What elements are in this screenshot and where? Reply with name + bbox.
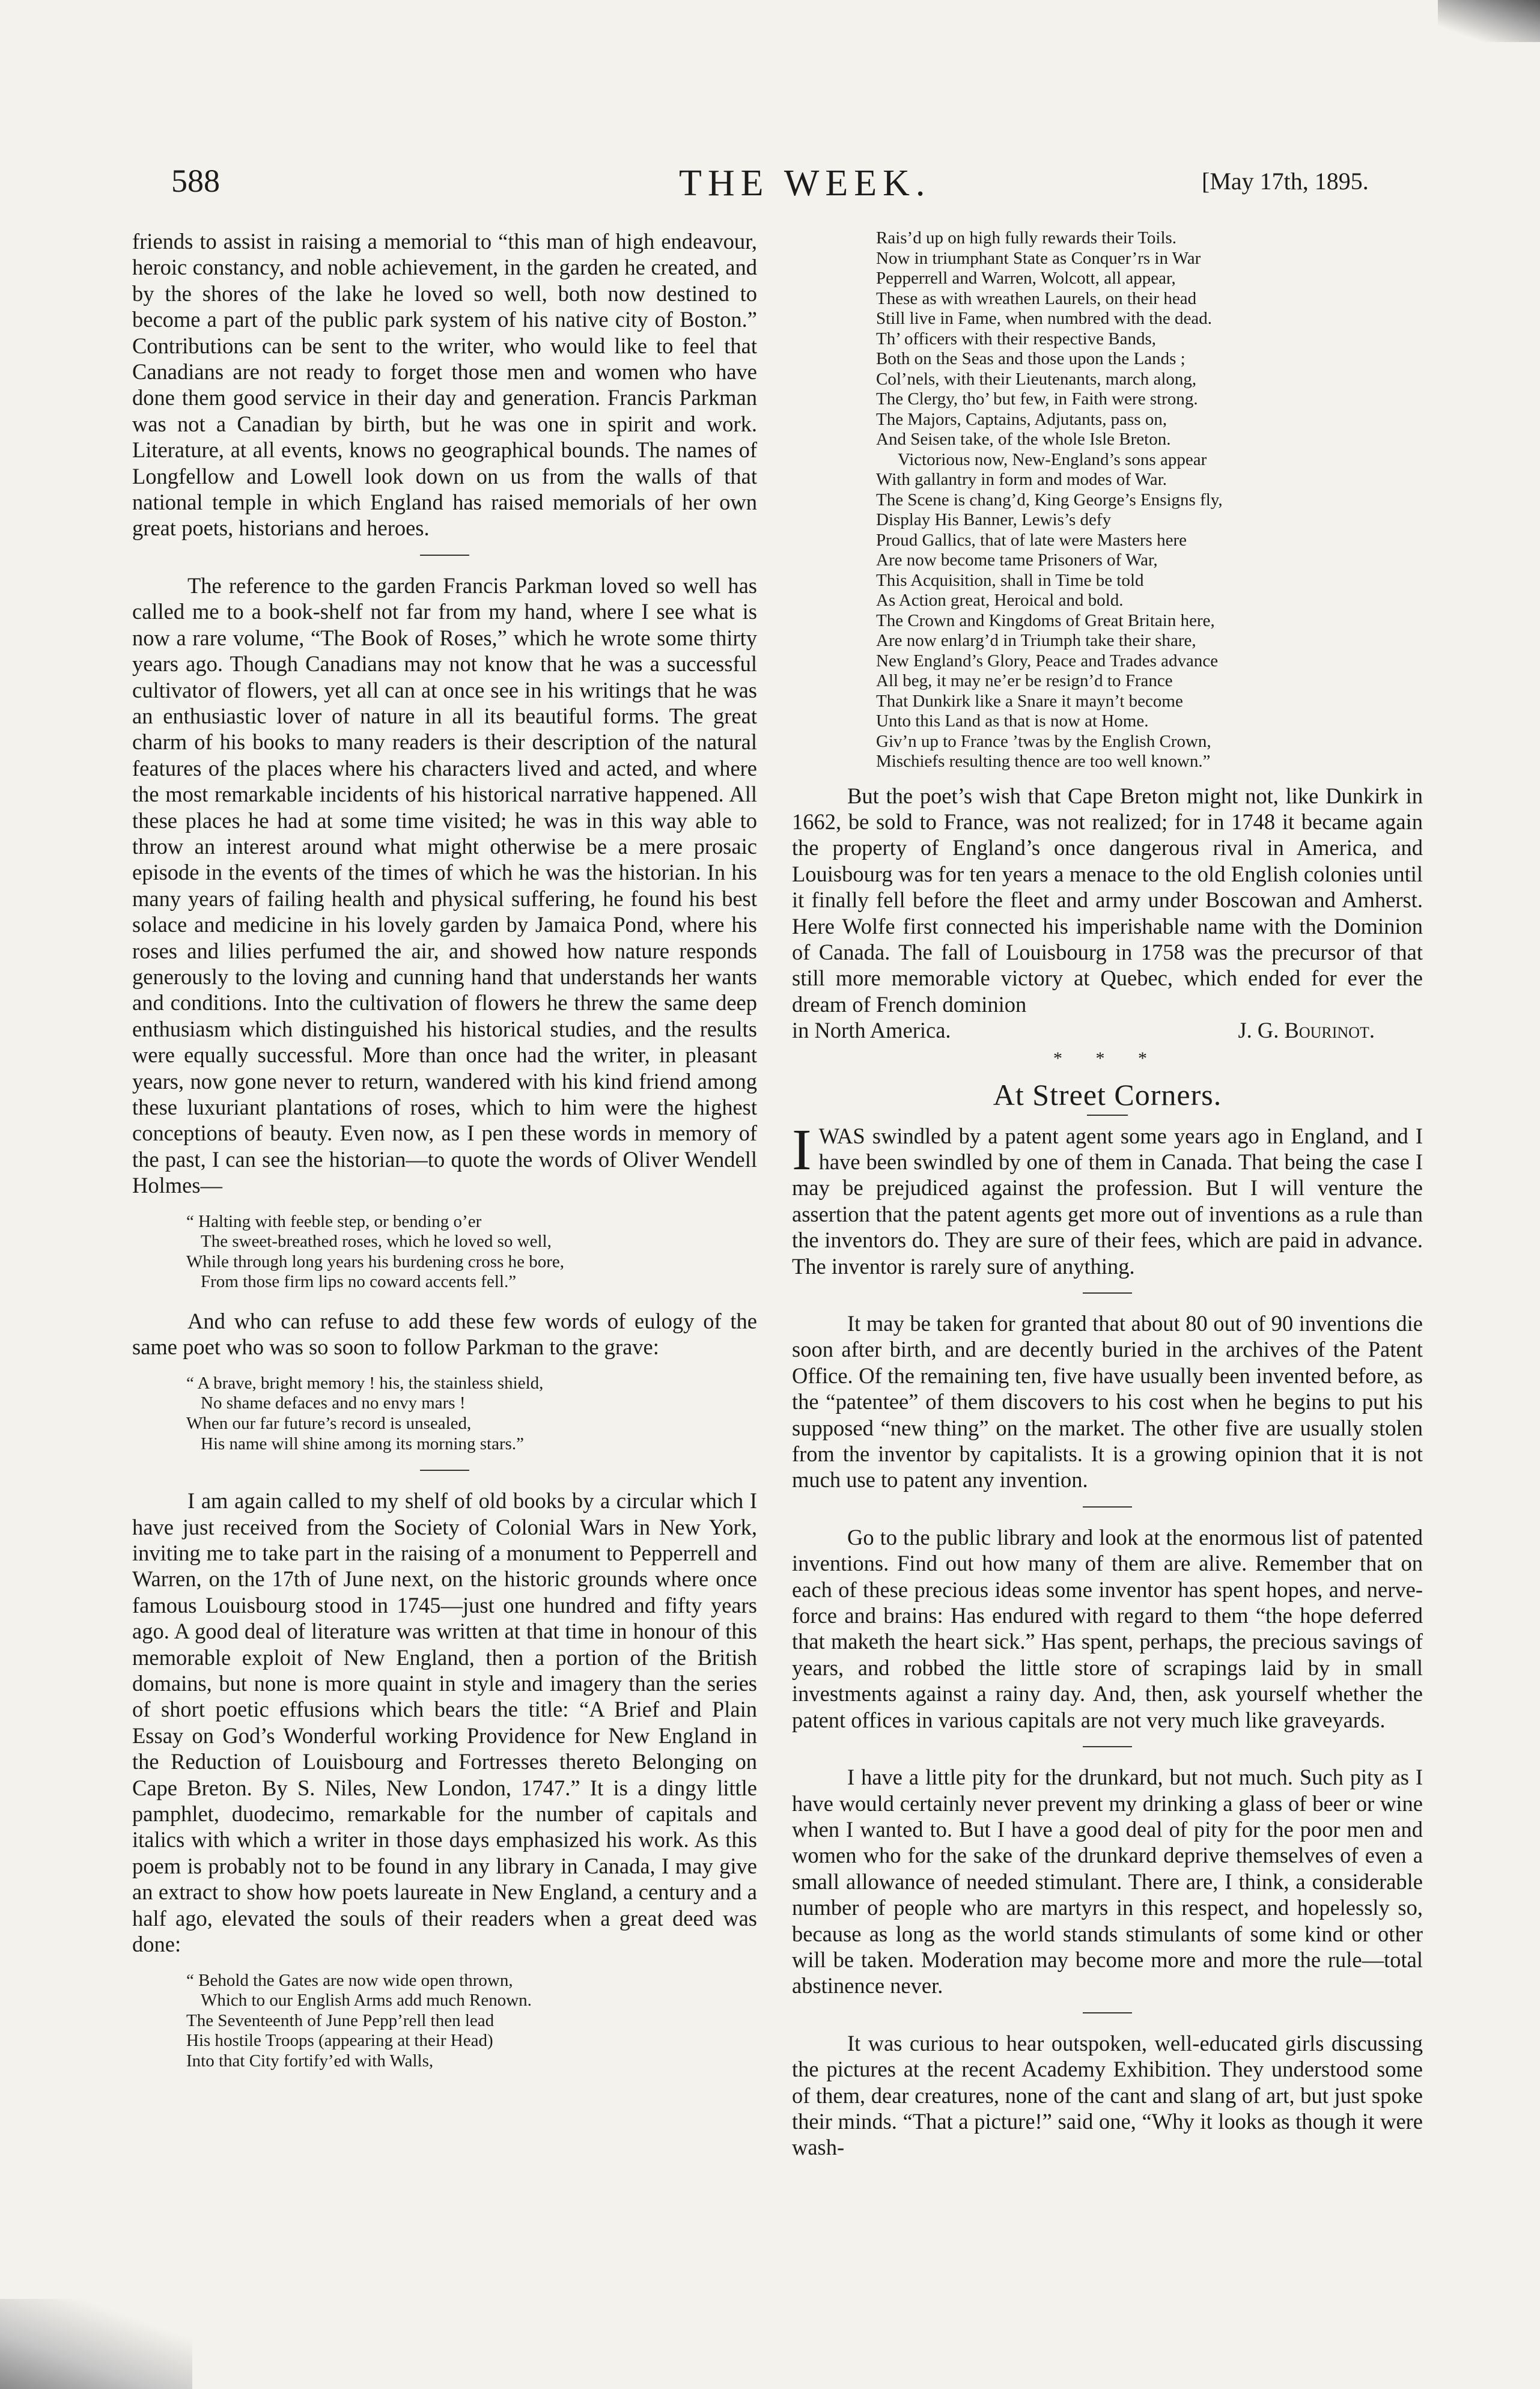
author-signature: J. G. Bourinot.	[1238, 1018, 1375, 1043]
verse-line: Unto this Land as that is now at Home.	[876, 711, 1149, 731]
paragraph: I have a little pity for the drunkard, but not much. Such pity as I have would certainly never prevent my drinking a glass of beer or wine when I wanted to. But I have a good deal of pity for the poor men and women who for the sake of the drunkard deprive themselves of even a small allowance of needed stimulant. There are, I think, a considerable number of people who are martyrs in this respect, and hopelessly so, because as long as the world stands stimulants of some kind or other will be taken. Moderation may become more and more the rule—total abstinence never.	[792, 1765, 1423, 1998]
verse-quote	[186, 1374, 757, 1454]
verse-line: Mischiefs resulting thence are too well known.”	[876, 752, 1211, 771]
page-corner-shadow	[1438, 0, 1540, 42]
verse-line: Pepperrell and Warren, Wolcott, all appear,	[876, 269, 1176, 288]
left-column	[132, 228, 757, 2087]
right-column	[792, 228, 1423, 2161]
section-stars: * * *	[1053, 1048, 1161, 1068]
verse-line: All beg, it may ne’er be resign’d to France	[876, 671, 1173, 690]
section-divider	[1083, 1746, 1132, 1747]
verse-line: “ Behold the Gates are now wide open thrown,	[186, 1970, 513, 1990]
page-number: 588	[171, 163, 220, 199]
verse-line: The sweet-breathed roses, which he loved so well,	[201, 1232, 552, 1252]
verse-line: Both on the Seas and those upon the Lands ;	[876, 349, 1185, 368]
section-divider	[1083, 1292, 1132, 1294]
section-divider	[1087, 1115, 1128, 1116]
verse-line: The Seventeenth of June Pepp’rell then lead	[186, 2010, 495, 2030]
verse-line: Th’ officers with their respective Bands,	[876, 329, 1156, 348]
verse-line: When our far future’s record is unsealed,	[186, 1414, 472, 1433]
paragraph: Go to the public library and look at the enormous list of patented inventions. Find out how many of them are alive. Remember that on each of these precious ideas some inventor has spent hopes, and nerve-force and brains: Has endured with regard to them “the hope deferred that maketh the heart sick.” Has spent, perhaps, the precious savings of years, and robbed the little store of scrapings laid by in small investments against a rainy day. And, then, ask yourself whether the patent offices in various capitals are not very much like graveyards.	[792, 1524, 1423, 1732]
verse-line: While through long years his burdening cross he bore,	[186, 1252, 564, 1271]
verse-continuation	[876, 228, 1423, 772]
verse-line: “ A brave, bright memory ! his, the stainless shield,	[186, 1373, 544, 1393]
verse-line: Are now enlarg’d in Triumph take their share,	[876, 631, 1196, 650]
verse-line: The Majors, Captains, Adjutants, pass on,	[876, 409, 1167, 429]
verse-line: “ Halting with feeble step, or bending o’er	[186, 1211, 482, 1231]
signature-line	[792, 1017, 1423, 1043]
paragraph: friends to assist in raising a memorial to “this man of high endeavour, heroic constancy, and noble achievement, in the garden he created, and by the shores of the lake he loved so well, both now destined to become a part of the public park system of his native city of Boston.” Contributions can be sent to the writer, who would like to feel that Canadians are not ready to forget those men and women who have done them good service in their day and generation. Francis Parkman was not a Canadian by birth, but he was one in spirit and work. Literature, at all events, knows no geographical bounds. The names of Longfellow and Lowell look down on us from the walls of that national temple in which England has raised memorials of her own great poets, historians and heroes.	[132, 229, 757, 541]
section-divider	[1083, 2012, 1132, 2013]
paragraph: It was curious to hear outspoken, well-educated girls discussing the pictures at the recent Academy Exhibition. They understood some of them, dear creatures, none of the cant and slang of art, but just spoke their minds. “That a picture!” said one, “Why it looks as though it were wash-	[792, 2030, 1423, 2160]
verse-line: No shame defaces and no envy mars !	[201, 1393, 466, 1413]
verse-line: Which to our English Arms add much Renown.	[201, 1991, 532, 2010]
paragraph: But the poet’s wish that Cape Breton might not, like Dunkirk in 1662, be sold to France, was not realized; for in 1748 it became again the property of England’s once dangerous rival in America, and Louisbourg was for ten years a menace to the old English colonies until it finally fell before the fleet and army under Boscowan and Amherst. Here Wolfe first connected his imperishable name with the Dominion of Canada. The fall of Louisbourg in 1758 was the precursor of that still more memorable victory at Quebec, which ended for ever the dream of French dominion	[792, 783, 1423, 1017]
paragraph: And who can refuse to add these few words of eulogy of the same poet who was so soon to follow Parkman to the grave:	[132, 1309, 757, 1360]
verse-line: Still live in Fame, when numbred with the dead.	[876, 309, 1212, 328]
verse-line: Into that City fortify’ed with Walls,	[186, 2051, 434, 2071]
verse-line: Col’nels, with their Lieutenants, march along,	[876, 369, 1197, 389]
verse-line: Proud Gallics, that of late were Masters here	[876, 530, 1187, 550]
verse-line: And Seisen take, of the whole Isle Breton.	[876, 430, 1171, 449]
paragraph: It may be taken for granted that about 80 out of 90 inventions die soon after birth, and are decently buried in the archives of the Patent Office. Of the remaining ten, five have usually been invented before, as the “patentee” of them discovers to his cost when he begins to put his supposed “new thing” on the market. The other five are usually stolen from the inventor by capitalists. It is a growing opinion that it is not much use to patent any invention.	[792, 1311, 1423, 1493]
journal-title: THE WEEK.	[679, 163, 931, 204]
verse-line: From those firm lips no coward accents fell.”	[201, 1272, 517, 1292]
verse-line: His hostile Troops (appearing at their Head)	[186, 2031, 493, 2051]
verse-line: Victorious now, New-England’s sons appear	[898, 449, 1207, 469]
verse-line: Now in triumphant State as Conquer’rs in War	[876, 248, 1201, 268]
section-divider	[1083, 1506, 1132, 1508]
verse-line: These as with wreathen Laurels, on their head	[876, 288, 1197, 308]
verse-line: New England’s Glory, Peace and Trades advance	[876, 651, 1219, 671]
paragraph: WAS swindled by a patent agent some years ago in England, and I have been swindled by one of them in Canada. That being the case I may be prejudiced against the profession. But I will venture the assertion that the patent agents get more out of inventions as a rule than the inventors do. They are sure of their fees, which are paid in advance. The inventor is rarely sure of anything.	[792, 1123, 1423, 1279]
verse-line: This Acquisition, shall in Time be told	[876, 570, 1144, 590]
paragraph-end: in North America.	[792, 1018, 951, 1043]
verse-line: With gallantry in form and modes of War.	[876, 470, 1167, 489]
page-corner-shadow	[0, 2299, 192, 2389]
verse-line: Giv’n up to France ’twas by the English Crown,	[876, 731, 1211, 751]
section-divider	[420, 1470, 469, 1471]
issue-date: [May 17th, 1895.	[1202, 168, 1369, 195]
section-title: At Street Corners.	[993, 1077, 1222, 1112]
verse-quote	[186, 1971, 757, 2072]
drop-cap: I	[792, 1117, 812, 1182]
verse-line: His name will shine among its morning stars.”	[201, 1434, 525, 1453]
verse-line: That Dunkirk like a Snare it mayn’t become	[876, 691, 1183, 711]
verse-line: Display His Banner, Lewis’s defy	[876, 510, 1112, 529]
verse-quote	[186, 1212, 757, 1292]
paragraph: I am again called to my shelf of old books by a circular which I have just received from the Society of Colonial Wars in New York, inviting me to take part in the raising of a monument to Pepperrell and Warren, on the 17th of June next, on the historic grounds where once famous Louisbourg stood in 1745—just one hundred and fifty years ago. A good deal of literature was written at that time in honour of this memorable exploit of New England, then a portion of the British domains, but none is more quaint in style and imagery than the series of short poetic effusions which bears the title: “A Brief and Plain Essay on God’s Wonderful working Providence for New England in the Reduction of Louisbourg and Fortresses thereto Belonging on Cape Breton. By S. Niles, New London, 1747.” It is a dingy little pamphlet, duodecimo, remarkable for the number of capitals and italics with which a writer in those days emphasized his work. As this poem is probably not to be found in any library in Canada, I may give an extract to show how poets laureate in New England, a century and a half ago, elevated the souls of their readers when a great deed was done:	[132, 1488, 757, 1957]
verse-line: The Clergy, tho’ but few, in Faith were strong.	[876, 389, 1198, 409]
verse-line: Are now become tame Prisoners of War,	[876, 550, 1158, 570]
section-divider	[420, 555, 469, 556]
verse-line: Rais’d up on high fully rewards their Toils.	[876, 228, 1177, 248]
article-opening	[792, 1117, 1423, 1279]
verse-line: The Scene is chang’d, King George’s Ensigns fly,	[876, 490, 1223, 510]
paragraph: The reference to the garden Francis Parkman loved so well has called me to a book-shelf not far from my hand, where I see what is now a rare volume, “The Book of Roses,” which he wrote some thirty years ago. Though Canadians may not know that he was a successful cultivator of flowers, yet all can at once see in his writings that he was an enthusiastic lover of nature in all its beautiful forms. The great charm of his books to many readers is their description of the natural features of the places where his characters lived and acted, and where the most remarkable incidents of his historical narrative happened. All these places he had at some time visited; he was in this way able to throw an interest around what might otherwise be a mere prosaic episode in the events of the times of which he was the historian. In his many years of failing health and physical suffering, he found his best solace and medicine in his lovely garden by Jamaica Pond, where his roses and lilies perfumed the air, and showed how nature responds generously to the loving and cunning hand that understands her wants and conditions. Into the cultivation of flowers he threw the same deep enthusiasm which distinguished his historical studies, and the results were equally successful. More than once had the writer, in pleasant years, now gone never to return, wandered with his kind friend among these luxuriant plantations of roses, which to him were the highest conceptions of beauty. Even now, as I pen these words in memory of the past, I can see the historian—to quote the words of Oliver Wendell Holmes—	[132, 573, 757, 1198]
page-header	[0, 162, 1540, 210]
verse-line: The Crown and Kingdoms of Great Britain here,	[876, 610, 1215, 630]
verse-line: As Action great, Heroical and bold.	[876, 591, 1124, 610]
